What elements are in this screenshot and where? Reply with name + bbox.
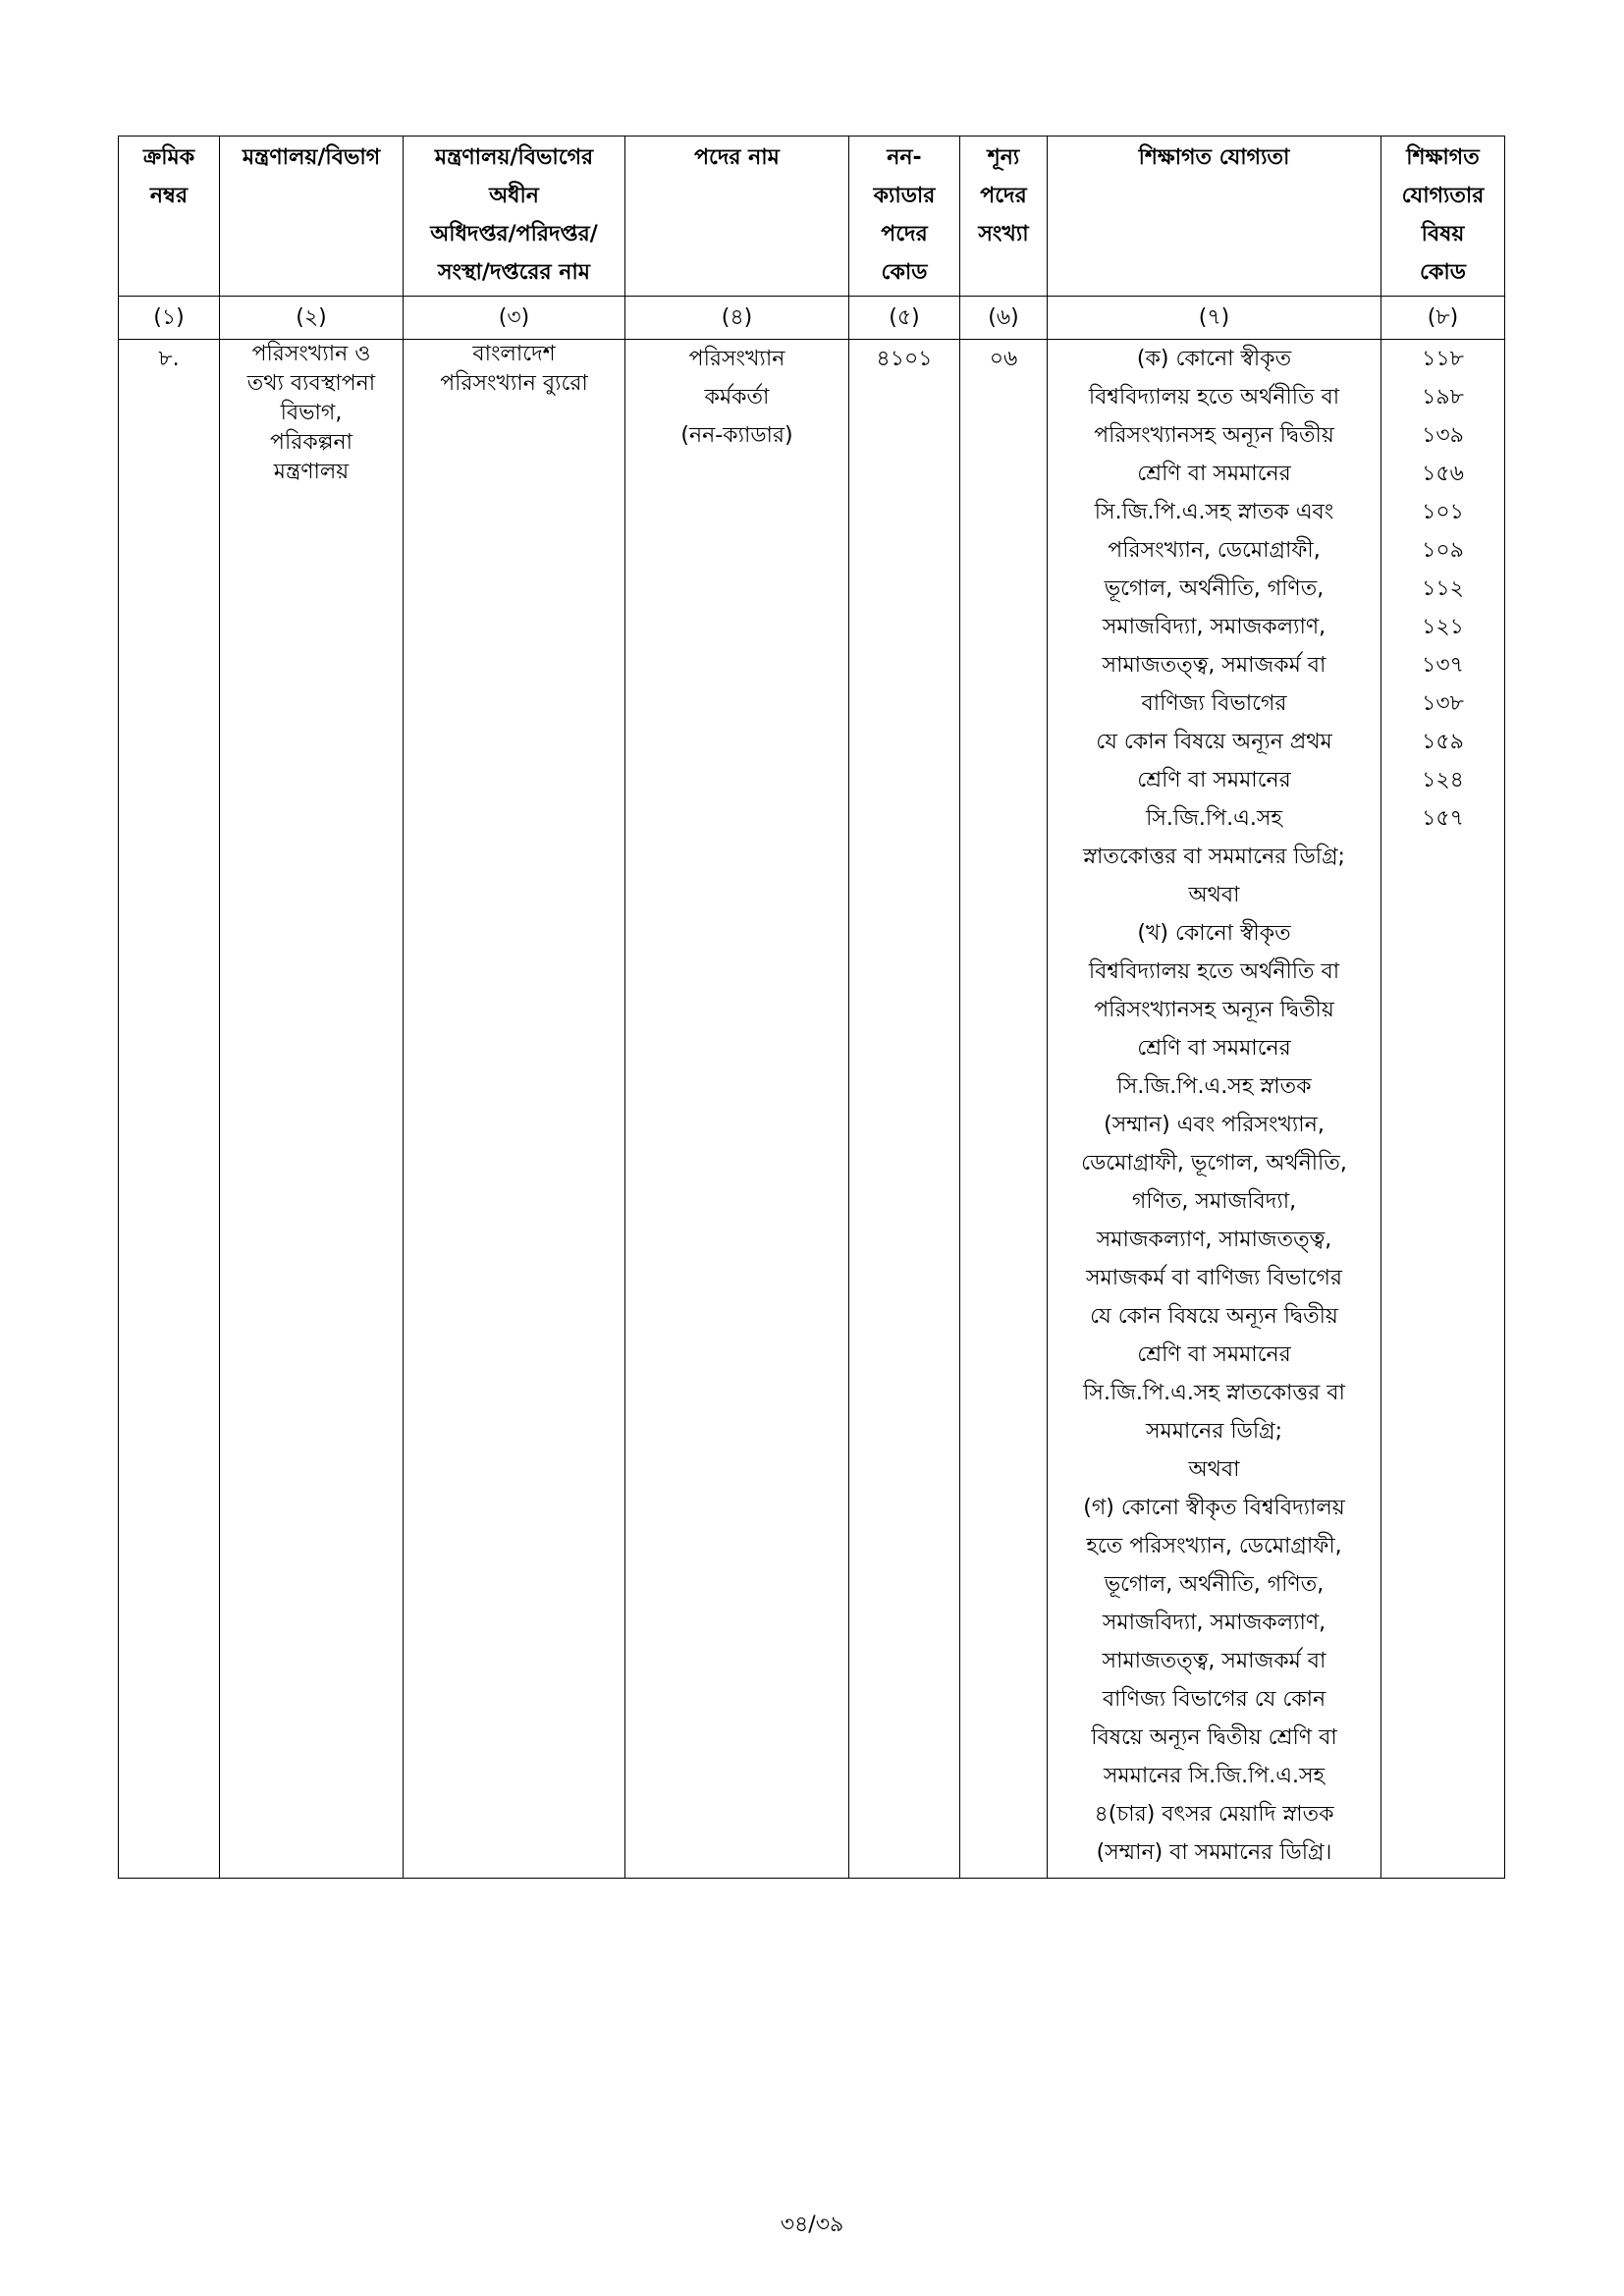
column-number: (৪): [625, 297, 849, 340]
header-vacancies: শূন্য পদের সংখ্যা: [960, 137, 1048, 297]
office-cell: বাংলাদেশ পরিসংখ্যান ব্যুরো: [404, 340, 625, 1879]
recruitment-table: [118, 136, 1505, 1879]
ministry-cell: পরিসংখ্যান ও তথ্য ব্যবস্থাপনা বিভাগ, পরিকল্পনা মন্ত্রণালয়: [220, 340, 404, 1879]
post-code-cell: ৪১০১: [849, 340, 960, 1879]
header-row: [119, 137, 1505, 297]
column-number: (৩): [404, 297, 625, 340]
page-number: ৩৪/৩৯: [780, 2213, 844, 2237]
column-number-row: [119, 297, 1505, 340]
column-number: (১): [119, 297, 220, 340]
vacancies-cell: ০৬: [960, 340, 1048, 1879]
post-name-cell: পরিসংখ্যান কর্মকর্তা (নন-ক্যাডার): [625, 340, 849, 1879]
column-number: (৬): [960, 297, 1048, 340]
header-post-code: নন- ক্যাডার পদের কোড: [849, 137, 960, 297]
header-qualification: শিক্ষাগত যোগ্যতা: [1048, 137, 1381, 297]
qualification-cell: (ক) কোনো স্বীকৃত বিশ্ববিদ্যালয় হতে অর্থনীতি বা পরিসংখ্যানসহ অন্যূন দ্বিতীয় শ্রেণি বা সমমানের সি.জি.পি.এ.সহ স্নাতক এবং পরিসংখ্যান, ডেমোগ্রাফী, ভূগোল, অর্থনীতি, গণিত, সমাজবিদ্যা, সমাজকল্যাণ, সামাজতত্ত্ব, সমাজকর্ম বা বাণিজ্য বিভাগের যে কোন বিষয়ে অন্যূন প্রথম শ্রেণি বা সমমানের সি.জি.পি.এ.সহ স্নাতকোত্তর বা সমমানের ডিগ্রি; অথবা (খ) কোনো স্বীকৃত বিশ্ববিদ্যালয় হতে অর্থনীতি বা পরিসংখ্যানসহ অন্যূন দ্বিতীয় শ্রেণি বা সমমানের সি.জি.পি.এ.সহ স্নাতক (সম্মান) এবং পরিসংখ্যান, ডেমোগ্রাফী, ভূগোল, অর্থনীতি, গণিত, সমাজবিদ্যা, সমাজকল্যাণ, সামাজতত্ত্ব, সমাজকর্ম বা বাণিজ্য বিভাগের যে কোন বিষয়ে অন্যূন দ্বিতীয় শ্রেণি বা সমমানের সি.জি.পি.এ.সহ স্নাতকোত্তর বা সমমানের ডিগ্রি; অথবা (গ) কোনো স্বীকৃত বিশ্ববিদ্যালয় হতে পরিসংখ্যান, ডেমোগ্রাফী, ভূগোল, অর্থনীতি, গণিত, সমাজবিদ্যা, সমাজকল্যাণ, সামাজতত্ত্ব, সমাজকর্ম বা বাণিজ্য বিভাগের যে কোন বিষয়ে অন্যূন দ্বিতীয় শ্রেণি বা সমমানের সি.জি.পি.এ.সহ ৪(চার) বৎসর মেয়াদি স্নাতক (সম্মান) বা সমমানের ডিগ্রি।: [1048, 340, 1381, 1879]
column-number: (৫): [849, 297, 960, 340]
column-number: (৮): [1381, 297, 1505, 340]
header-office: মন্ত্রণালয়/বিভাগের অধীন অধিদপ্তর/পরিদপ্তর/ সংস্থা/দপ্তরের নাম: [404, 137, 625, 297]
table-row: [119, 340, 1505, 1879]
serial-cell: ৮.: [119, 340, 220, 1879]
column-number: (৭): [1048, 297, 1381, 340]
header-post-name: পদের নাম: [625, 137, 849, 297]
header-serial: ক্রমিক নম্বর: [119, 137, 220, 297]
subject-code-cell: ১১৮ ১৯৮ ১৩৯ ১৫৬ ১০১ ১০৯ ১১২ ১২১ ১৩৭ ১৩৮ ১৫৯ ১২৪ ১৫৭: [1381, 340, 1505, 1879]
header-subject-code: শিক্ষাগত যোগ্যতার বিষয় কোড: [1381, 137, 1505, 297]
column-number: (২): [220, 297, 404, 340]
header-ministry: মন্ত্রণালয়/বিভাগ: [220, 137, 404, 297]
